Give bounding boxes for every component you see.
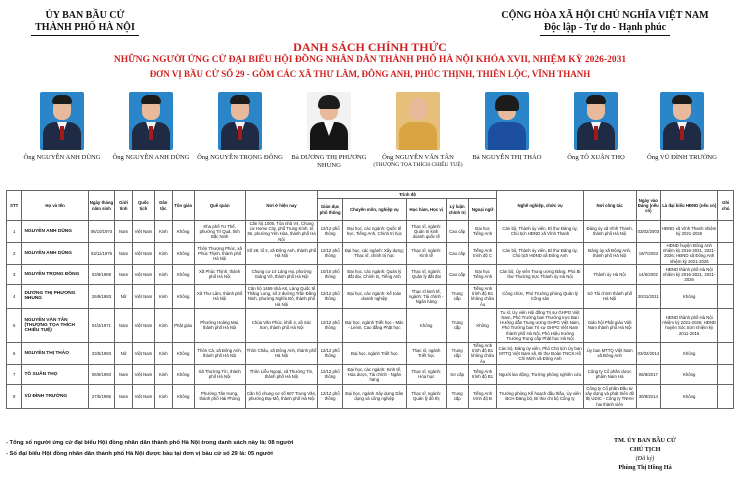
cell-general: 12/12 phổ thông (318, 308, 342, 342)
cell-general: 12/12 phổ thông (318, 284, 342, 308)
cell-stt: 6 (7, 342, 22, 364)
table-row (7, 242, 734, 264)
cell-nation: Việt Nam (132, 264, 154, 284)
cell-delegate: Không (660, 342, 717, 364)
country-motto: Độc lập - Tự do - Hạnh phúc (540, 22, 670, 36)
col-note: Ghi chú (718, 191, 734, 221)
cell-general: 12/12 phổ thông (318, 221, 342, 243)
cell-note (718, 384, 734, 408)
table-row (7, 284, 734, 308)
col-edu-degree: Học hàm, Học vị (406, 199, 446, 221)
col-party-date: Ngày vào Đảng (nếu có) (636, 191, 660, 221)
signature-title: CHỦ TỊCH (629, 446, 661, 453)
cell-hometown: Xã Thư Lâm, thành phố Hà Nội (194, 284, 245, 308)
cell-residence: Căn hộ 1006, Tòa nhà V4, Chung cư Home City, phố Trung Kính, tổ 36, phường Yên Hòa, thành phố Hà Nội (245, 221, 318, 243)
cell-party: 03/02/2014 (636, 342, 660, 364)
candidate-card (12, 92, 112, 162)
cell-job: Cán bộ, Thành ủy viên, Bí thư Đảng ủy, Chủ tịch HĐND xã Vĩnh Thanh (497, 221, 583, 243)
cell-job: Cán bộ, Đảng ủy viên, Phó Chủ tịch Ủy ban MTTQ Việt Nam xã, Bí thư Đoàn TNCS Hồ Chí Minh xã Đông Anh (497, 342, 583, 364)
candidate-caption: Ông VŨ ĐÌNH TRƯỜNG (647, 154, 717, 161)
signature-org: TM. ỦY BAN BẦU CỬ (614, 437, 676, 444)
col-edu-politic: Lý luận chính trị (446, 199, 468, 221)
cell-stt: 5 (7, 308, 22, 342)
cell-dob: 03/11/1976 (88, 242, 115, 264)
cell-religion: Phật giáo (172, 308, 194, 342)
cell-lang: Không (468, 308, 497, 342)
cell-politic: Trung cấp (446, 384, 468, 408)
cell-politic: Cao cấp (446, 264, 468, 284)
cell-residence: Chung cư 14 Láng Hạ, phường Giảng Võ, thành phố Hà Nội (245, 264, 318, 284)
cell-nation: Việt Nam (132, 364, 154, 384)
cell-politic: Trung cấp (446, 342, 468, 364)
national-header (480, 10, 730, 36)
col-job: Nghề nghiệp, chức vụ (497, 191, 583, 221)
cell-religion: Không (172, 284, 194, 308)
candidate-caption: Ông NGUYỄN ANH DŨNG (112, 154, 190, 161)
summary-notes (6, 438, 293, 460)
cell-party: 14/6/2002 (636, 264, 660, 284)
col-workplace: Nơi công tác (583, 191, 636, 221)
cell-general: 10/10 phổ thông (318, 264, 342, 284)
document-subtitle: NHỮNG NGƯỜI ỨNG CỬ ĐẠI BIỂU HỘI ĐỒNG NHÂN DÂN THÀNH PHỐ HÀ NỘI KHÓA XVII, NHIỆM KỲ 2026-2031 (113, 55, 627, 65)
table-header-row (7, 191, 734, 199)
cell-ethnic: Kinh (155, 342, 173, 364)
candidate-table (6, 190, 734, 409)
cell-workplace: Sở Tài chính thành phố Hà Nội (583, 284, 636, 308)
cell-general: 12/12 phổ thông (318, 384, 342, 408)
cell-dob: 06/10/1974 (88, 221, 115, 243)
col-edu-general: Giáo dục phổ thông (318, 199, 342, 221)
cell-lang: Đại học Tiếng Anh (468, 221, 497, 243)
cell-residence: Căn hộ 1469 nhà A5, Làng Quốc tế Thăng Long, số 2 đường Trần Đăng Ninh, phường Nghĩa Đô, thành phố Hà Nội (245, 284, 318, 308)
cell-dob: 06/9/1993 (88, 364, 115, 384)
col-sex: Giới tính (115, 191, 133, 221)
signature-status: (Đã ký) (635, 455, 655, 462)
cell-dob: 04/2/1971 (88, 308, 115, 342)
cell-party: 06/8/2017 (636, 364, 660, 384)
electoral-unit-title: ĐƠN VỊ BẦU CỬ SỐ 29 - GỒM CÁC XÃ THƯ LÂM, ĐÔNG ANH, PHÚC THỊNH, THIÊN LỘC, VĨNH THANH (149, 69, 591, 79)
cell-delegate: HĐND huyện Đông Anh nhiệm kỳ 2016-2021, 2021-2026; HĐND xã Đông Anh nhiệm kỳ 2021-2026 (660, 242, 717, 264)
cell-sex: Nữ (115, 342, 133, 364)
cell-religion: Không (172, 364, 194, 384)
cell-residence: Thôn Châu, xã Đông Anh, thành phố Hà Nội (245, 342, 318, 364)
cell-workplace: Công ty Cổ phần Đầu tư xây dựng và phát triển đô thị UDIC - Công ty TNHH hai thành viên (583, 384, 636, 408)
summary-seats: - Số đại biểu Hội đồng nhân dân thành phố Hà Nội được bầu tại đơn vị bầu cử số 29 là: 05 người (6, 451, 273, 457)
candidate-card (279, 92, 379, 170)
cell-lang: Đại học Tiếng Anh (468, 264, 497, 284)
cell-degree: Thạc sĩ, ngành Triết học (406, 342, 446, 364)
candidate-card (101, 92, 201, 162)
cell-sex: Nam (115, 308, 133, 342)
cell-workplace: Ủy ban MTTQ Việt Nam xã Đông Anh (583, 342, 636, 364)
cell-politic: Trung cấp (446, 308, 468, 342)
cell-stt: 2 (7, 242, 22, 264)
cell-note (718, 264, 734, 284)
candidate-card (190, 92, 290, 162)
cell-hometown: Xã Thường Tín, thành phố Hà Nội (194, 364, 245, 384)
cell-note (718, 364, 734, 384)
cell-nation: Việt Nam (132, 342, 154, 364)
cell-politic: Cao cấp (446, 221, 468, 243)
col-delegate: Là đại biểu HĐND (nếu có) (660, 191, 717, 221)
candidate-caption: Ông TÔ XUÂN THỌ (567, 154, 625, 161)
summary-total-candidates: - Tổng số người ứng cử đại biểu Hội đồng nhân dân thành phố Hà Nội trong danh sách này là: 08 người (6, 440, 294, 446)
cell-delegate: HĐND xã Vĩnh Thanh nhiệm kỳ 2021-2026 (660, 221, 717, 243)
cell-major: Đại học, ngành Triết học (342, 342, 406, 364)
candidate-caption: Bà NGUYỄN THỊ THẢO (472, 154, 542, 161)
cell-politic: Trung cấp (446, 284, 468, 308)
cell-major: Đại học, các ngành: Quốc tế học, Tiếng Anh, Chính trị học (342, 221, 406, 243)
cell-name: NGUYỄN THỊ THẢO (22, 342, 88, 364)
cell-dob: 26/9/1983 (88, 284, 115, 308)
cell-workplace: Giáo hội Phật giáo Việt Nam thành phố Hà Nội (583, 308, 636, 342)
cell-job: Công chức, Phó Trưởng phòng Quản lý Công sản (497, 284, 583, 308)
candidate-caption: Ông NGUYỄN ANH DŨNG (23, 154, 101, 161)
cell-major: Đại học, các ngành: Kinh tế, Hóa dược, Tài chính - Ngân hàng (342, 364, 406, 384)
signature-name: Phùng Thị Hồng Hà (618, 464, 672, 471)
cell-lang: Tiếng Anh trình độ B1 không chữa Âu (468, 284, 497, 308)
cell-dob: 23/5/1993 (88, 342, 115, 364)
candidate-photo (218, 92, 262, 150)
candidate-card (546, 92, 646, 162)
cell-lang: Tiếng Anh trình độ B (468, 384, 497, 408)
cell-religion: Không (172, 384, 194, 408)
candidate-caption: Bà DƯƠNG THỊ PHƯƠNG NHUNG (291, 154, 367, 169)
cell-sex: Nam (115, 264, 133, 284)
cell-general: 12/12 phổ thông (318, 342, 342, 364)
cell-stt: 3 (7, 264, 22, 284)
cell-delegate: Không (660, 364, 717, 384)
cell-ethnic: Kinh (155, 284, 173, 308)
cell-residence: Căn hộ chung cư số 607 Trung Văn, phường Đại Mỗ, thành phố Hà Nội (245, 384, 318, 408)
cell-nation: Việt Nam (132, 384, 154, 408)
cell-degree: Thạc sĩ kinh tế, ngành: Tài chính - Ngân hàng (406, 284, 446, 308)
cell-sex: Nam (115, 221, 133, 243)
cell-note (718, 308, 734, 342)
committee-city: THÀNH PHỐ HÀ NỘI (31, 22, 139, 36)
cell-degree: Thạc sĩ, ngành: Quản trị kinh doanh quốc tế (406, 221, 446, 243)
cell-note (718, 242, 734, 264)
table-row (7, 364, 734, 384)
cell-politic: Sơ cấp (446, 364, 468, 384)
table-row (7, 221, 734, 243)
cell-religion: Không (172, 242, 194, 264)
cell-major: Đại học, các ngành: Quản lý đất đai, Chính trị, Tiếng Anh (342, 264, 406, 284)
cell-party: 20/11/2011 (636, 284, 660, 308)
committee-name: ỦY BAN BẦU CỬ (45, 10, 125, 21)
cell-major: Đại học, các ngành: Kế toán doanh nghiệp (342, 284, 406, 308)
cell-name: NGUYỄN ANH DŨNG (22, 221, 88, 243)
candidate-photo (129, 92, 173, 150)
cell-note (718, 342, 734, 364)
col-education-group: Trình độ (318, 191, 497, 199)
cell-delegate: Không (660, 284, 717, 308)
cell-nation: Việt Nam (132, 308, 154, 342)
cell-workplace: Đảng ủy xã Vĩnh Thanh, thành phố Hà Nội (583, 221, 636, 243)
cell-nation: Việt Nam (132, 242, 154, 264)
cell-name: NGUYỄN TRỌNG ĐÔNG (22, 264, 88, 284)
table-row (7, 264, 734, 284)
table-row (7, 384, 734, 408)
candidate-card (368, 92, 468, 169)
cell-religion: Không (172, 342, 194, 364)
cell-general: 12/12 phổ thông (318, 242, 342, 264)
cell-note (718, 221, 734, 243)
cell-dob: 03/9/1969 (88, 264, 115, 284)
cell-nation: Việt Nam (132, 284, 154, 308)
cell-sex: Nam (115, 364, 133, 384)
col-nationality: Quốc tịch (132, 191, 154, 221)
cell-degree: Thạc sĩ, ngành: Quản lý đất đai (406, 264, 446, 284)
candidate-card (457, 92, 557, 162)
cell-ethnic: Kinh (155, 221, 173, 243)
candidate-caption: Ông NGUYỄN TRỌNG ĐÔNG (197, 154, 283, 161)
cell-stt: 7 (7, 364, 22, 384)
cell-party: 19/7/2003 (636, 242, 660, 264)
table-body (7, 221, 734, 409)
candidate-photo (40, 92, 84, 150)
document-title: DANH SÁCH CHÍNH THỨC (293, 40, 447, 54)
cell-degree: Thạc sĩ, ngành: Kinh tế (406, 242, 446, 264)
candidate-caption: Ông NGUYỄN VĂN TÂN (382, 154, 454, 161)
cell-name: TÔ XUÂN THỌ (22, 364, 88, 384)
cell-party (636, 308, 660, 342)
cell-sex: Nam (115, 242, 133, 264)
cell-degree: Thạc sĩ, ngành: Hóa học (406, 364, 446, 384)
candidate-photo (485, 92, 529, 150)
cell-ethnic: Kinh (155, 364, 173, 384)
cell-ethnic: Kinh (155, 384, 173, 408)
cell-hometown: Thôn Cả, xã Đông Anh, thành phố Hà Nội (194, 342, 245, 364)
table-row (7, 342, 734, 364)
candidate-photo-row (0, 92, 740, 184)
col-edu-language: Ngoại ngữ (468, 199, 497, 221)
cell-religion: Không (172, 264, 194, 284)
candidate-photo (307, 92, 351, 150)
candidate-card (632, 92, 732, 162)
cell-major: Đại học, ngành Xây dựng Dân dụng và công nghiệp (342, 384, 406, 408)
cell-job: Tu sĩ, Ủy viên Hội đồng Trị sự GHPG Việt Nam, Phó Trưởng ban Thường trực Ban Hướng dẫn Trung ương GHPG Việt Nam, Phó Trưởng ban Trị sự GHPG Việt Nam thành phố Hà Nội, Phó Hiệu trưởng Trường Trung cấp Phật học Hà Nội (497, 308, 583, 342)
candidate-photo (660, 92, 704, 150)
signature-block (580, 436, 710, 472)
cell-workplace: Đảng ủy xã Đông Anh, thành phố Hà Nội (583, 242, 636, 264)
cell-residence: Thôn Liễu Ngoại, xã Thường Tín, thành phố Hà Nội (245, 364, 318, 384)
cell-lang: Tiếng Anh trình độ B1 (468, 364, 497, 384)
cell-ethnic: Kinh (155, 264, 173, 284)
cell-delegate: HĐND thành phố Hà Nội nhiệm kỳ 2021-2026; HĐND huyện Sóc Sơn nhiệm kỳ 2011-2016 (660, 308, 717, 342)
cell-workplace: Thành ủy Hà Nội (583, 264, 636, 284)
col-dob: Ngày tháng năm sinh (88, 191, 115, 221)
cell-residence: Số 29, tổ 2, xã Đông Anh, thành phố Hà Nội (245, 242, 318, 264)
col-ethnic: Dân tộc (155, 191, 173, 221)
cell-ethnic: Kinh (155, 308, 173, 342)
cell-note (718, 284, 734, 308)
cell-major: Đại học, ngành Triết học - Mác - Lenin; Cao đẳng Phật học (342, 308, 406, 342)
cell-hometown: Thôn Thượng Phúc, xã Phúc Thịnh, thành phố Hà Nội (194, 242, 245, 264)
cell-residence: Chùa Văn Phúc, khối 4, xã Sóc Sơn, thành phố Hà Nội (245, 308, 318, 342)
cell-dob: 27/5/1986 (88, 384, 115, 408)
cell-delegate: Không (660, 384, 717, 408)
cell-nation: Việt Nam (132, 221, 154, 243)
cell-lang: Tiếng Anh trình độ B1 không chữa Âu (468, 342, 497, 364)
cell-delegate: HĐND thành phố Hà Nội nhiệm kỳ 2016-2021, 2021-2026 (660, 264, 717, 284)
col-hometown: Quê quán (194, 191, 245, 221)
cell-job: Người lao động, Trưởng phòng nghiên cứu (497, 364, 583, 384)
col-religion: Tôn giáo (172, 191, 194, 221)
cell-degree: Không (406, 308, 446, 342)
cell-job: Trưởng phòng Kế hoạch dầu thầu, Ủy viên BCH Đảng bộ, Bí thư chi bộ Công ty (497, 384, 583, 408)
cell-hometown: Xã Phúc Thịnh, thành phố Hà Nội (194, 264, 245, 284)
candidate-caption-religious-name: (THƯỢNG TỌA THÍCH CHIẾU TUỆ) (373, 162, 463, 168)
cell-hometown: Phường Hoàng Mai, thành phố Hà Nội (194, 308, 245, 342)
cell-stt: 8 (7, 384, 22, 408)
col-residence: Nơi ở hiện nay (245, 191, 318, 221)
col-stt: STT (7, 191, 22, 221)
cell-job: Cán bộ, Thành ủy viên, Bí thư Đảng ủy, Chủ tịch HĐND xã Đông Anh (497, 242, 583, 264)
cell-religion: Không (172, 221, 194, 243)
cell-politic: Cao cấp (446, 242, 468, 264)
cell-name: VŨ ĐÌNH TRƯỜNG (22, 384, 88, 408)
table-row (7, 308, 734, 342)
cell-name: NGUYỄN ANH DŨNG (22, 242, 88, 264)
country-name: CỘNG HÒA XÃ HỘI CHỦ NGHĨA VIỆT NAM (501, 10, 709, 21)
cell-stt: 1 (7, 221, 22, 243)
cell-hometown: Phường Tân Hưng, thành phố Hải Phòng (194, 384, 245, 408)
cell-general: 12/12 phổ thông (318, 364, 342, 384)
cell-sex: Nữ (115, 284, 133, 308)
cell-name: NGUYỄN VĂN TÂN (THƯỢNG TỌA THÍCH CHIẾU TUỆ) (22, 308, 88, 342)
committee-header (10, 10, 160, 36)
cell-major: Đại học, các ngành: Xây dựng; Thạc sĩ, chính trị học (342, 242, 406, 264)
cell-stt: 4 (7, 284, 22, 308)
cell-ethnic: Kinh (155, 242, 173, 264)
cell-party: 30/8/2014 (636, 384, 660, 408)
candidate-photo (396, 92, 440, 150)
cell-workplace: Công ty Cổ phần dược phẩm Nam Hà (583, 364, 636, 384)
candidate-photo (574, 92, 618, 150)
cell-job: Cán bộ, Ủy viên Trung ương Đảng, Phó Bí thư Thường trực Thành ủy Hà Nội (497, 264, 583, 284)
cell-party: 03/02/2003 (636, 221, 660, 243)
col-name: Họ và tên (22, 191, 88, 221)
cell-degree: Thạc sĩ, ngành: Quản lý đô thị (406, 384, 446, 408)
col-edu-major: Chuyên môn, nghiệp vụ (342, 199, 406, 221)
cell-sex: Nam (115, 384, 133, 408)
cell-lang: Tiếng Anh trình độ C (468, 242, 497, 264)
cell-hometown: Khu phố Tư Thế, phường Trí Quả, tỉnh Bắc Ninh (194, 221, 245, 243)
cell-name: DƯƠNG THỊ PHƯƠNG NHUNG (22, 284, 88, 308)
